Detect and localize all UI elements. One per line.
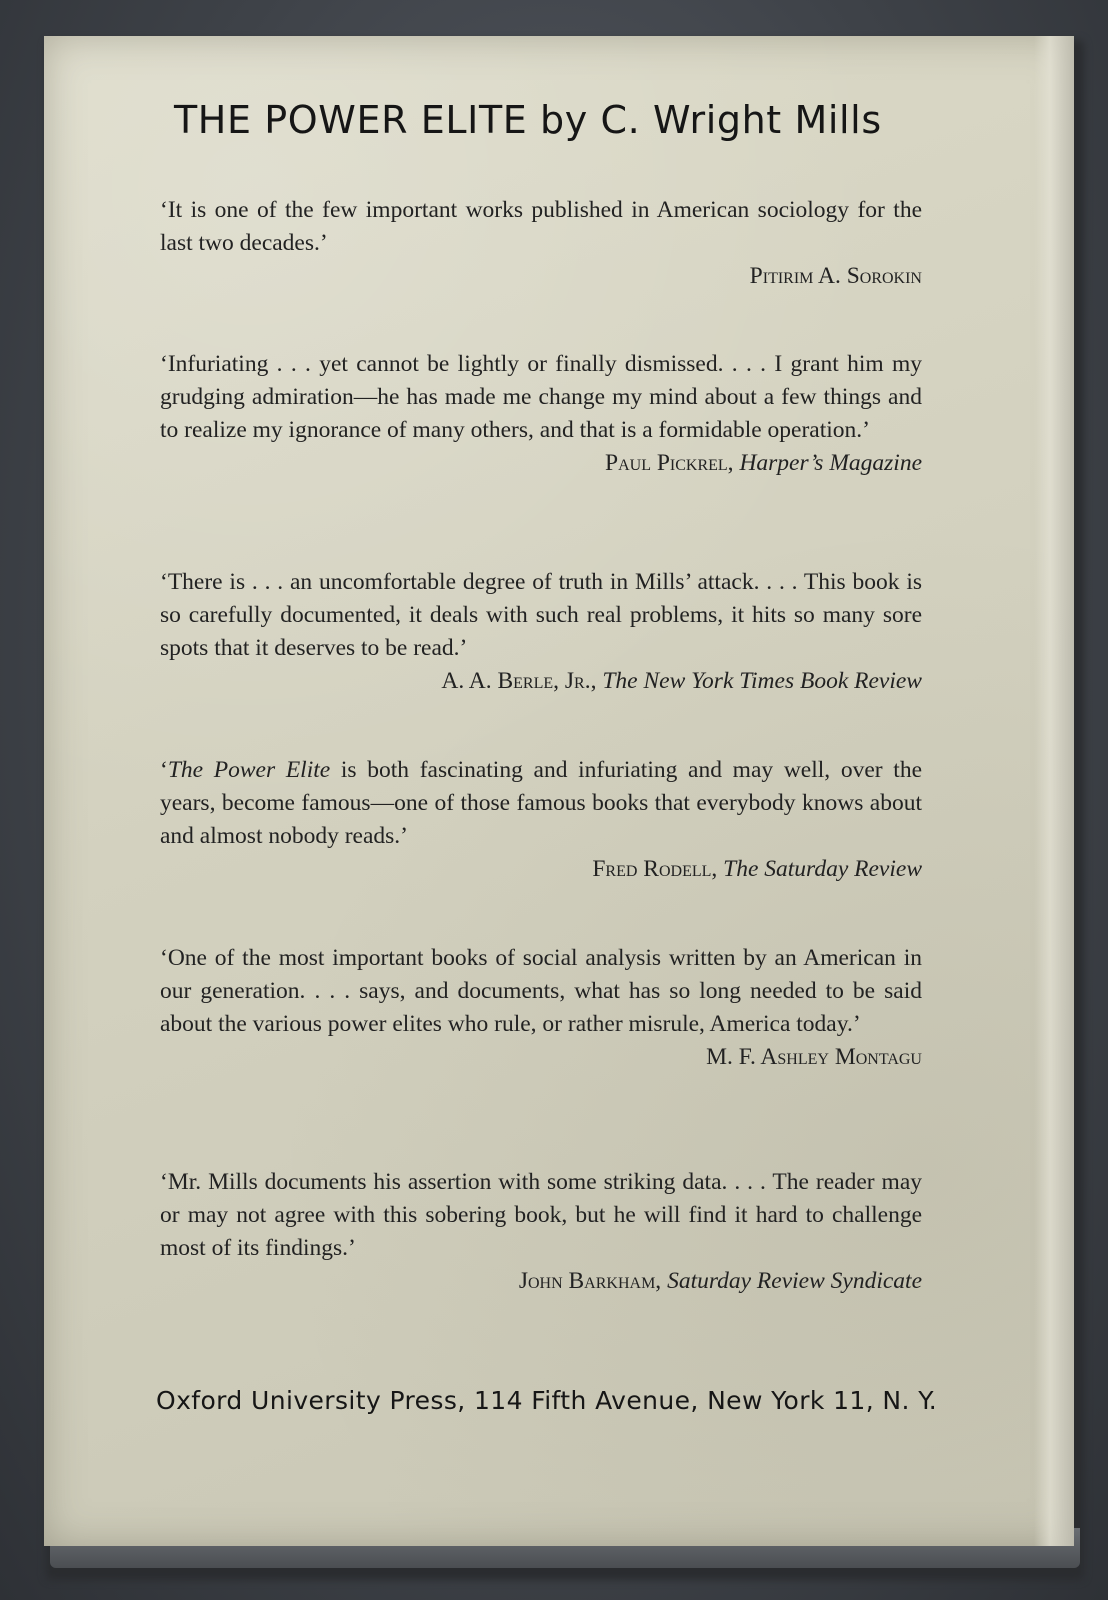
review-attribution <box>160 853 922 886</box>
review-pickrel <box>160 348 922 480</box>
review-sorokin <box>160 194 922 293</box>
review-author: John Barkham, <box>518 1268 662 1294</box>
book-title-heading: THE POWER ELITE by C. Wright Mills <box>174 98 882 142</box>
review-quote <box>160 754 922 853</box>
quote-text: is both fascinating and infuriating and may well, over the years, become famous—one of those famous books that everybody knows about and almost nobody reads.’ <box>160 757 923 849</box>
quote-open-mark: ‘ <box>160 757 168 783</box>
review-quote: ‘Mr. Mills documents his assertion with some striking data. . . . The reader may or may not agree with this sobering book, but he will find it hard to challenge most of its findings.’ <box>160 1169 922 1261</box>
review-author: Pitirim A. Sorokin <box>749 263 922 289</box>
review-author: Fred Rodell, <box>592 856 718 882</box>
review-author: A. A. Berle, Jr., <box>441 668 597 694</box>
review-author: M. F. Ashley Montagu <box>706 1044 922 1070</box>
review-source: The Saturday Review <box>723 856 922 882</box>
review-quote: ‘There is . . . an uncomfortable degree of truth in Mills’ attack. . . . This book is so carefully documented, it deals with such real problems, it hits so many sore spots that it deserves to be read.’ <box>160 569 922 661</box>
review-author: Paul Pickrel, <box>605 450 734 476</box>
review-quote: ‘It is one of the few important works published in American sociology for the last two decades.’ <box>160 197 922 256</box>
review-barkham <box>160 1166 922 1298</box>
review-source: The New York Times Book Review <box>602 668 922 694</box>
review-montagu <box>160 942 922 1074</box>
review-rodell <box>160 754 922 886</box>
review-attribution <box>160 1041 922 1074</box>
review-attribution <box>160 447 922 480</box>
review-quote: ‘One of the most important books of social analysis written by an American in our generation. . . . says, and documents, what has so long needed to be said about the various power elites who rule, or rather misrule, America today.’ <box>160 945 922 1037</box>
review-attribution <box>160 260 922 293</box>
dust-jacket-back-cover <box>44 36 1074 1546</box>
review-attribution <box>160 665 922 698</box>
publisher-imprint: Oxford University Press, 114 Fifth Avenue, New York 11, N. Y. <box>156 1386 938 1415</box>
book-title-italic: The Power Elite <box>167 757 331 783</box>
review-berle <box>160 566 922 698</box>
review-attribution <box>160 1265 922 1298</box>
review-source: Saturday Review Syndicate <box>667 1268 922 1294</box>
review-source: Harper’s Magazine <box>739 450 922 476</box>
review-quote: ‘Infuriating . . . yet cannot be lightly or finally dismissed. . . . I grant him my grudging admiration—he has made me change my mind about a few things and to realize my ignorance of many others, and that is a formidable operation.’ <box>160 351 922 443</box>
